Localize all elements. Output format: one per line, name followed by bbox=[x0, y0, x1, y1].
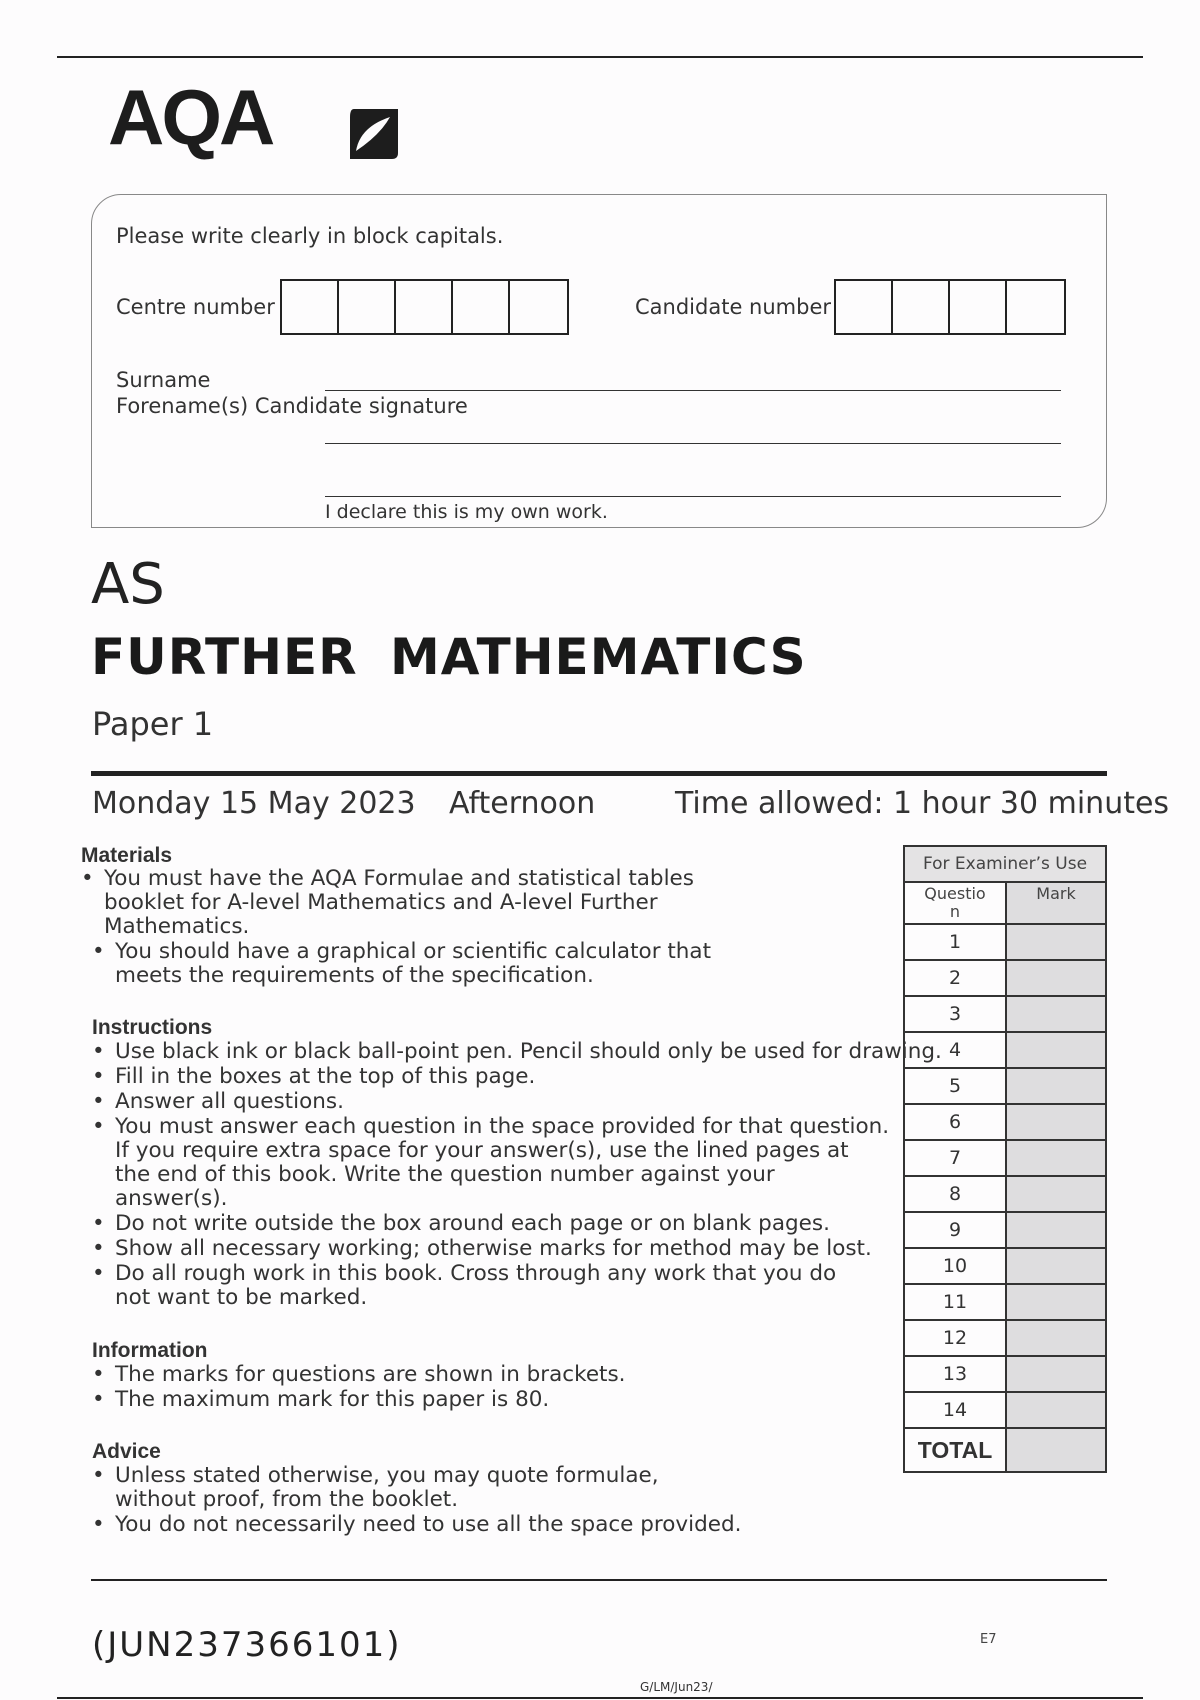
time-allowed: Time allowed: 1 hour 30 minutes bbox=[675, 786, 1170, 821]
information-list bbox=[92, 1363, 812, 1413]
table-row bbox=[904, 1248, 1106, 1284]
mark-cell bbox=[1006, 1032, 1106, 1068]
declaration-text: I declare this is my own work. bbox=[325, 501, 608, 523]
page-marker: E7 bbox=[980, 1632, 997, 1647]
mark-cell bbox=[1006, 1356, 1106, 1392]
table-row bbox=[904, 1392, 1106, 1428]
question-number: 13 bbox=[904, 1356, 1006, 1392]
materials-list bbox=[81, 867, 801, 989]
question-number: 3 bbox=[904, 996, 1006, 1032]
exam-session: Afternoon bbox=[449, 786, 596, 821]
footer-reference: G/LM/Jun23/ bbox=[640, 1680, 713, 1694]
candidate-number-label: Candidate number bbox=[635, 295, 831, 319]
list-item: • You must answer each question in the space provided for that question. If you require extra space for your answer(s), use the lined pages at the end of this book. Write the question number against your answer(s). bbox=[92, 1115, 992, 1211]
question-number: 10 bbox=[904, 1248, 1006, 1284]
digit-box[interactable] bbox=[893, 281, 950, 333]
forenames-line[interactable] bbox=[325, 443, 1061, 444]
aqa-logo: AQA bbox=[108, 73, 273, 161]
total-mark-cell bbox=[1006, 1428, 1106, 1472]
candidate-number-field[interactable] bbox=[834, 279, 1066, 335]
table-row bbox=[904, 1356, 1106, 1392]
list-item: • Do not write outside the box around each page or on blank pages. bbox=[92, 1212, 992, 1236]
question-number: 5 bbox=[904, 1068, 1006, 1104]
list-item: • You should have a graphical or scientific calculator that meets the requirements of the specification. bbox=[92, 940, 801, 988]
paper-code: (JUN237366101) bbox=[92, 1625, 402, 1665]
table-row bbox=[904, 1212, 1106, 1248]
mark-cell bbox=[1006, 1176, 1106, 1212]
question-number: 4 bbox=[904, 1032, 1006, 1068]
table-row bbox=[904, 1320, 1106, 1356]
list-item: • Use black ink or black ball-point pen. Pencil should only be used for drawing. bbox=[92, 1040, 992, 1064]
digit-box[interactable] bbox=[836, 281, 893, 333]
mark-cell bbox=[1006, 960, 1106, 996]
list-item: • You must have the AQA Formulae and statistical tables booklet for A-level Mathematics and A-level Further Mathematics. bbox=[81, 867, 801, 939]
subject-title: FURTHER MATHEMATICS bbox=[91, 628, 807, 686]
mark-cell bbox=[1006, 1212, 1106, 1248]
mark-cell bbox=[1006, 1284, 1106, 1320]
table-row bbox=[904, 996, 1106, 1032]
mark-cell bbox=[1006, 1140, 1106, 1176]
table-row bbox=[904, 1032, 1106, 1068]
list-item: • You do not necessarily need to use all the space provided. bbox=[92, 1513, 852, 1537]
question-number: 9 bbox=[904, 1212, 1006, 1248]
table-row bbox=[904, 960, 1106, 996]
mark-cell bbox=[1006, 1068, 1106, 1104]
question-number: 14 bbox=[904, 1392, 1006, 1428]
total-row bbox=[904, 1428, 1106, 1472]
question-number: 2 bbox=[904, 960, 1006, 996]
mark-cell bbox=[1006, 996, 1106, 1032]
digit-box[interactable] bbox=[453, 281, 510, 333]
examiner-table-title: For Examiner’s Use bbox=[904, 846, 1106, 882]
list-item: • The marks for questions are shown in brackets. bbox=[92, 1363, 812, 1387]
paper-number: Paper 1 bbox=[92, 705, 214, 743]
aqa-leaf-icon bbox=[346, 105, 402, 161]
mark-cell bbox=[1006, 1392, 1106, 1428]
question-number: 8 bbox=[904, 1176, 1006, 1212]
qualification-level: AS bbox=[91, 552, 165, 617]
examiner-use-table bbox=[903, 845, 1107, 1473]
digit-box[interactable] bbox=[1007, 281, 1064, 333]
information-heading: Information bbox=[92, 1339, 208, 1362]
question-number: 1 bbox=[904, 924, 1006, 960]
digit-box[interactable] bbox=[950, 281, 1007, 333]
list-item: • Show all necessary working; otherwise marks for method may be lost. bbox=[92, 1237, 992, 1261]
list-item: • The maximum mark for this paper is 80. bbox=[92, 1388, 812, 1412]
mark-cell bbox=[1006, 1320, 1106, 1356]
materials-heading: Materials bbox=[81, 844, 173, 867]
question-number: 11 bbox=[904, 1284, 1006, 1320]
question-number: 7 bbox=[904, 1140, 1006, 1176]
mark-cell bbox=[1006, 1104, 1106, 1140]
digit-box[interactable] bbox=[282, 281, 339, 333]
bottom-rule bbox=[57, 1697, 1143, 1699]
table-row bbox=[904, 1104, 1106, 1140]
digit-box[interactable] bbox=[510, 281, 567, 333]
centre-number-label: Centre number bbox=[116, 295, 275, 319]
digit-box[interactable] bbox=[339, 281, 396, 333]
list-item: • Fill in the boxes at the top of this page. bbox=[92, 1065, 992, 1089]
instructions-list bbox=[92, 1040, 992, 1311]
total-label: TOTAL bbox=[904, 1428, 1006, 1472]
signature-line[interactable] bbox=[325, 496, 1061, 497]
block-capitals-instruction: Please write clearly in block capitals. bbox=[116, 224, 504, 248]
mark-cell bbox=[1006, 924, 1106, 960]
list-item: • Answer all questions. bbox=[92, 1090, 992, 1114]
table-row bbox=[904, 924, 1106, 960]
centre-number-field[interactable] bbox=[280, 279, 569, 335]
question-column-header: Questio n bbox=[904, 882, 1006, 924]
instructions-heading: Instructions bbox=[92, 1016, 213, 1039]
title-rule bbox=[91, 771, 1107, 776]
surname-line[interactable] bbox=[325, 390, 1061, 391]
top-rule bbox=[57, 56, 1143, 58]
question-number: 12 bbox=[904, 1320, 1006, 1356]
question-number: 6 bbox=[904, 1104, 1006, 1140]
table-row bbox=[904, 1284, 1106, 1320]
mark-cell bbox=[1006, 1248, 1106, 1284]
mark-column-header: Mark bbox=[1006, 882, 1106, 924]
footer-rule bbox=[91, 1579, 1107, 1581]
forenames-signature-label: Forename(s) Candidate signature bbox=[116, 394, 468, 418]
surname-label: Surname bbox=[116, 368, 211, 392]
advice-list bbox=[92, 1464, 852, 1538]
digit-box[interactable] bbox=[396, 281, 453, 333]
table-row bbox=[904, 1140, 1106, 1176]
list-item: • Do all rough work in this book. Cross through any work that you do not want to be marked. bbox=[92, 1262, 992, 1310]
table-row bbox=[904, 1176, 1106, 1212]
table-row bbox=[904, 1068, 1106, 1104]
advice-heading: Advice bbox=[92, 1440, 161, 1463]
list-item: • Unless stated otherwise, you may quote formulae, without proof, from the booklet. bbox=[92, 1464, 852, 1512]
exam-date: Monday 15 May 2023 bbox=[92, 786, 416, 821]
